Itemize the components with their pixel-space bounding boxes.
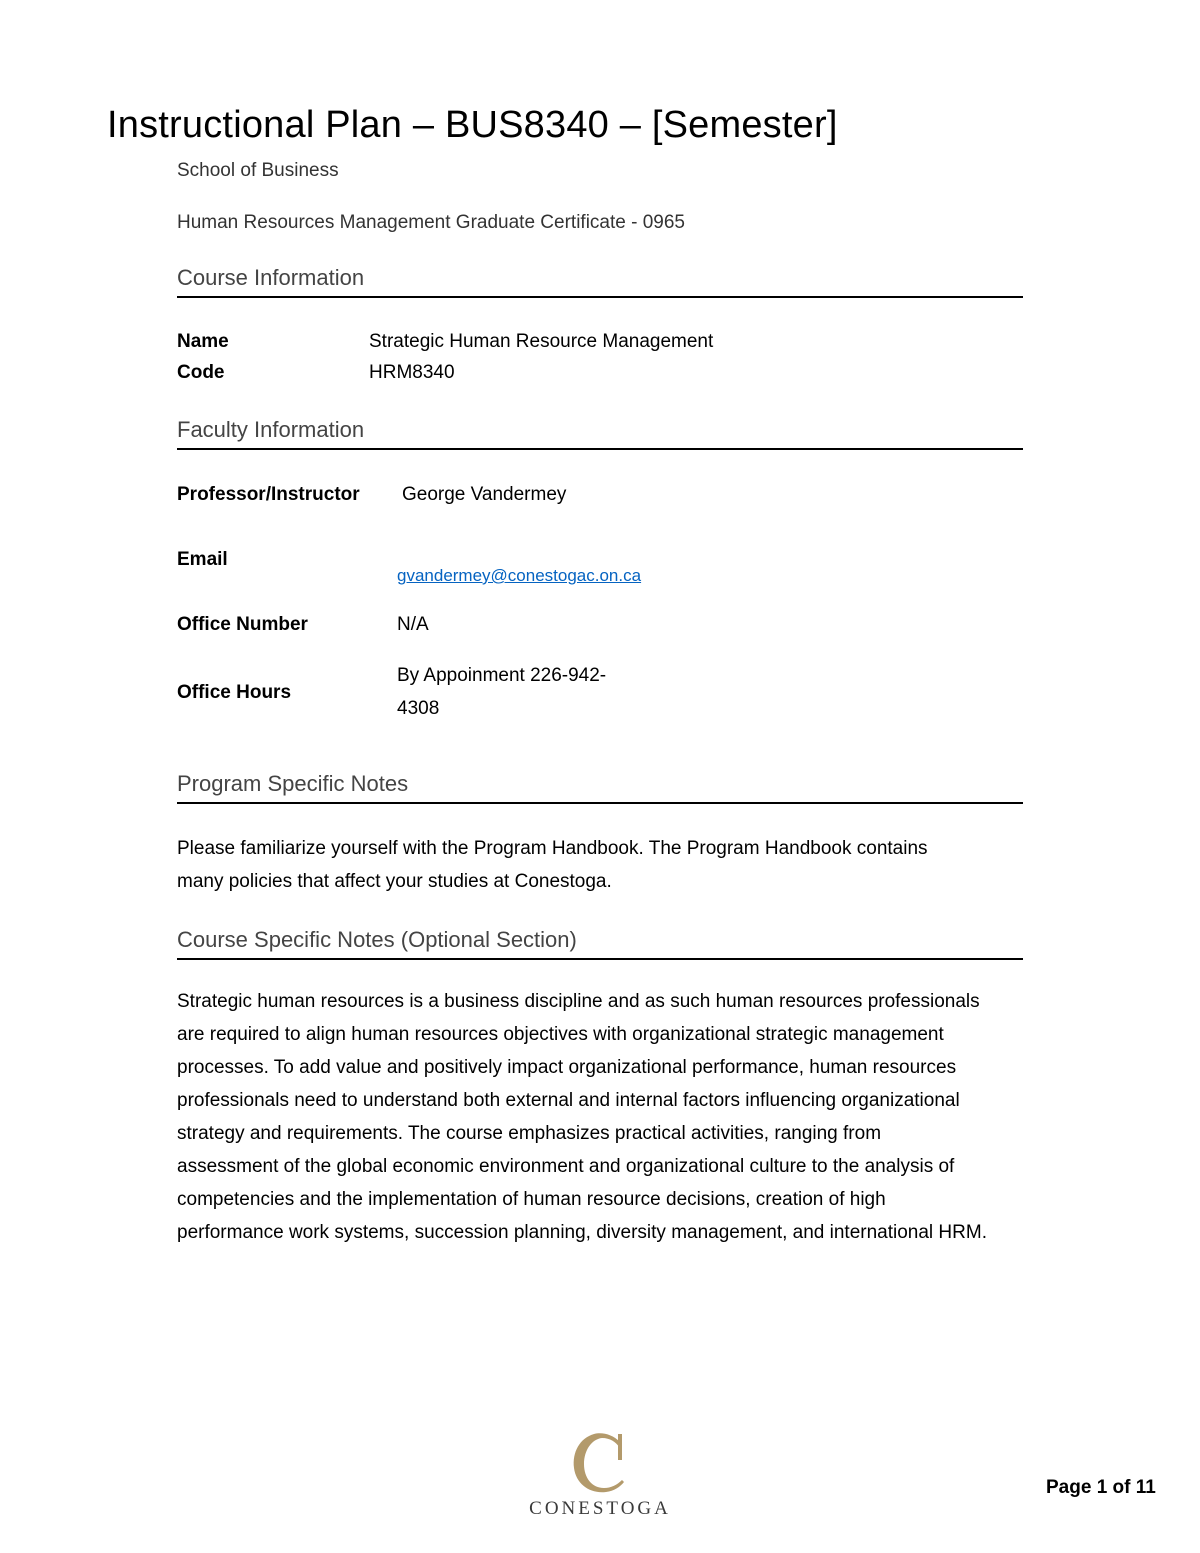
course-notes-text: Strategic human resources is a business discipline and as such human resources professionals are required to align human resources objectives with organizational strategic management processes. To add value and positively impact organizational performance, human resources professionals need to understand both external and internal factors influencing organizational strategy and requirements. The course emphasizes practical activities, ranging from assessment of the global economic environment and organizational culture to the analysis of competencies and the implementation of human resource decisions, creation of high performance work systems, succession planning, diversity management, and international HRM. xyxy=(177,991,987,1243)
page-of: of xyxy=(1107,1477,1136,1498)
professor-label: Professor/Instructor xyxy=(177,484,360,505)
office-number-value: N/A xyxy=(397,614,429,635)
course-code-label: Code xyxy=(177,362,225,383)
course-name-value: Strategic Human Resource Management xyxy=(369,331,714,352)
program-notes-text: Please familiarize yourself with the Program Handbook. The Program Handbook contains many policies that affect your studies at Conestoga. xyxy=(177,838,928,892)
office-hours-value-line2: 4308 xyxy=(397,698,440,719)
page-total: 11 xyxy=(1135,1477,1156,1498)
course-notes-heading: Course Specific Notes (Optional Section) xyxy=(177,926,1023,960)
professor-value: George Vandermey xyxy=(402,484,567,505)
document-title: Instructional Plan – BUS8340 – [Semester] xyxy=(107,104,838,146)
email-link[interactable]: gvandermey@conestogac.on.ca xyxy=(397,566,642,585)
page-current: 1 xyxy=(1096,1477,1108,1498)
office-number-label: Office Number xyxy=(177,614,308,635)
course-code-value: HRM8340 xyxy=(369,362,455,383)
program-name: Human Resources Management Graduate Certificate - 0965 xyxy=(177,212,685,233)
course-information-heading: Course Information xyxy=(177,264,1023,298)
faculty-information-heading: Faculty Information xyxy=(177,416,1023,450)
logo-wordmark: CONESTOGA xyxy=(529,1498,671,1519)
page-number xyxy=(1046,1477,1156,1499)
course-name-label: Name xyxy=(177,331,229,352)
office-hours-value-line1: By Appoinment 226-942- xyxy=(397,665,607,686)
conestoga-logo xyxy=(522,1430,678,1522)
conestoga-c-logo-icon xyxy=(522,1430,678,1500)
program-notes-heading: Program Specific Notes xyxy=(177,770,1023,804)
email-label: Email xyxy=(177,549,228,570)
page-prefix: Page xyxy=(1046,1477,1097,1498)
school-name: School of Business xyxy=(177,160,339,181)
office-hours-label: Office Hours xyxy=(177,682,292,703)
